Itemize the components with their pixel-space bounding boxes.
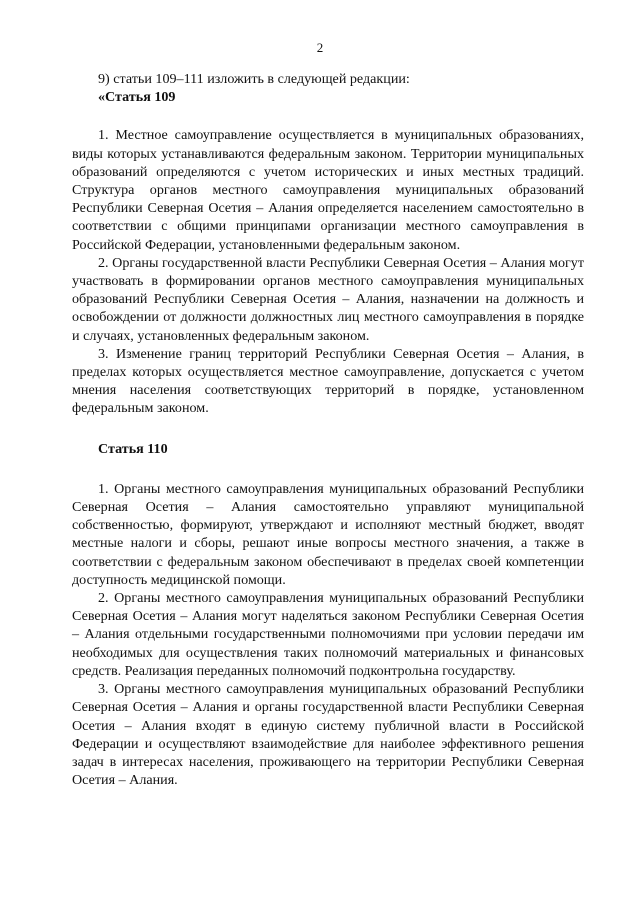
article-110-paragraph-1: 1. Органы местного самоуправления муниципальных образований Республики Северная Осетия – Алания самостоятельно управляют муниципальной собственностью, формируют, утверждают и исполняют местный бюджет, вводят местные налоги и сборы, решают иные вопросы местного значения, а также в соответствии с федеральным законом обеспечивают в пределах своей компетенции доступность медицинской помощи. [72,480,584,588]
document-body [72,70,584,789]
article-110-heading: Статья 110 [98,440,168,457]
article-109-paragraph-3: 3. Изменение границ территорий Республики Северная Осетия – Алания, в пределах которых осуществляется местное самоуправление, допускается с учетом мнения населения соответствующих территорий в порядке, установленном федеральным законом. [72,345,584,417]
article-109 [72,88,584,417]
article-110-paragraph-2: 2. Органы местного самоуправления муниципальных образований Республики Северная Осетия – Алания могут наделяться законом Республики Северная Осетия – Алания отдельными государственными полномочиями при условии передачи им необходимых для осуществления таких полномочий материальных и финансовых средств. Реализация переданных полномочий подконтрольна государству. [72,590,584,679]
article-109-heading: «Статья 109 [98,89,176,106]
article-110 [72,440,584,790]
page-number: 2 [316,40,324,55]
article-109-paragraph-2: 2. Органы государственной власти Республики Северная Осетия – Алания могут участвовать в формировании органов местного самоуправления муниципальных образований Республики Северная Осетия – Алания, назначении на должность и освобождении от должности должностных лиц местного самоуправления в порядке и случаях, установленных федеральным законом. [72,254,584,344]
amendment-intro: 9) статьи 109–111 изложить в следующей редакции: [98,71,410,87]
article-110-paragraph-3: 3. Органы местного самоуправления муниципальных образований Республики Северная Осетия – Алания и органы государственной власти Республики Северная Осетия – Алания входят в единую систему публичной власти в Российской Федерации и осуществляют взаимодействие для наиболее эффективного решения задач в интересах населения, проживающего на территории Республики Северная Осетия – Алания. [72,681,584,789]
article-109-paragraph-1: 1. Местное самоуправление осуществляется в муниципальных образованиях, виды которых устанавливаются федеральным законом. Территории муниципальных образований определяются с учетом исторических и иных местных традиций. Структура органов местного самоуправления муниципальных образований Республики Северная Осетия – Алания определяется населением самостоятельно в соответствии с общими принципами организации местного самоуправления в Российской Федерации, установленными федеральным законом. [72,127,584,253]
